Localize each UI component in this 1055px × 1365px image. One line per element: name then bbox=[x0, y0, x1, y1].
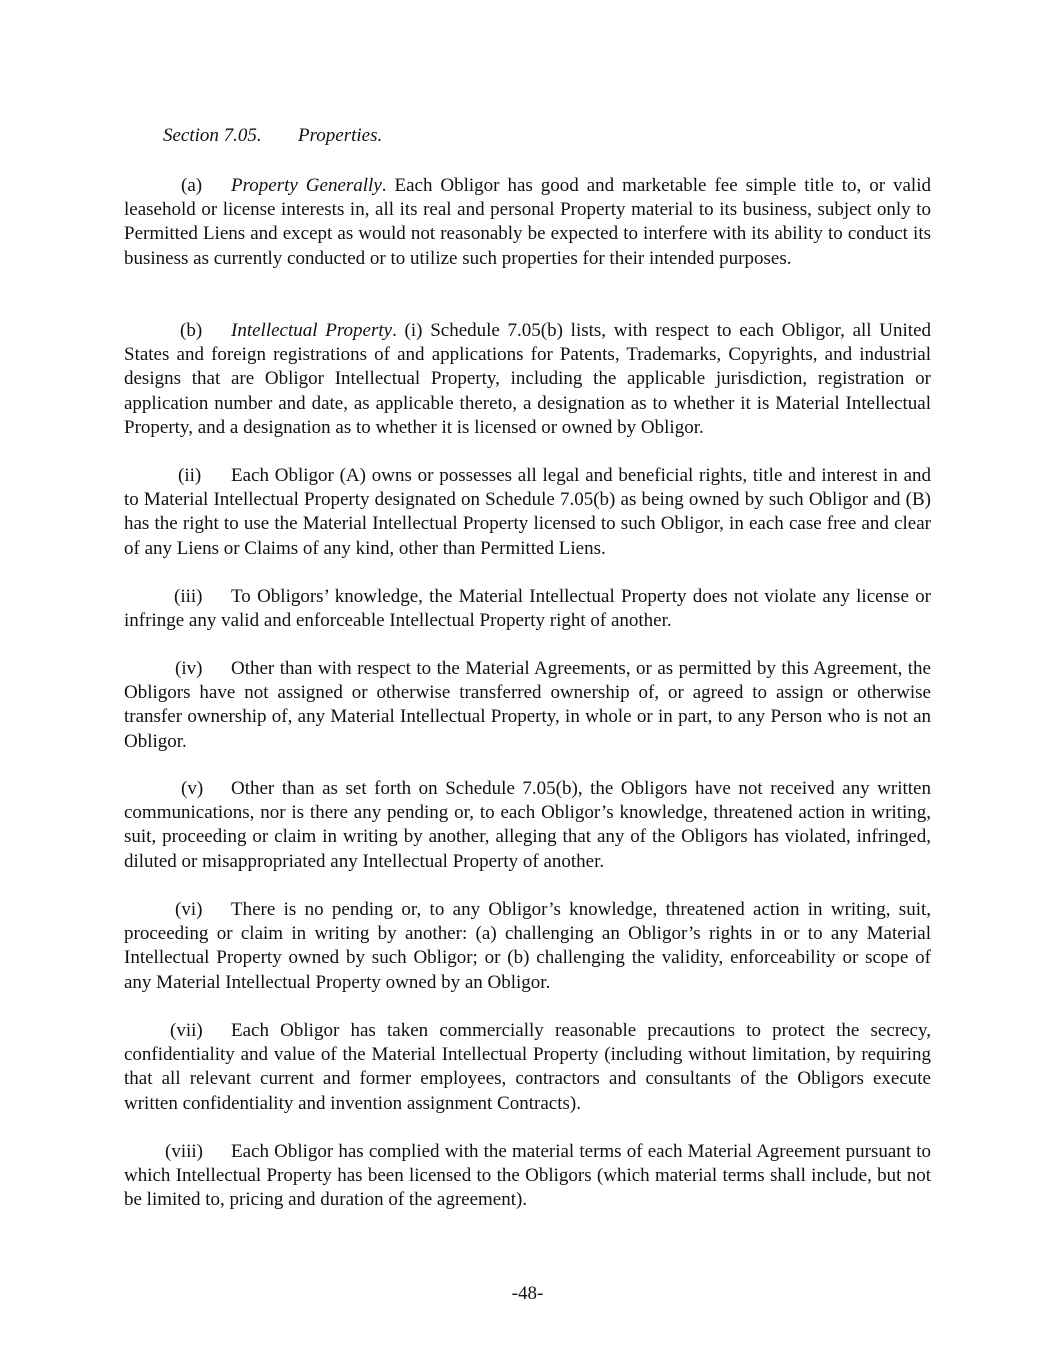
paragraph-v bbox=[124, 777, 931, 874]
paragraph-label: (iii) bbox=[174, 586, 203, 607]
paragraph-b bbox=[124, 319, 931, 440]
paragraph-label: (a) bbox=[181, 175, 203, 196]
paragraph-text: Each Obligor has taken commercially reasonable precautions to protect the secrecy, confidentiality and value of the Material Intellectual Property (including without limitation, by requiring that all relevant current and former employees, contractors and consultants of the Obligors execute written confidentiality and invention assignment Contracts). bbox=[124, 1020, 931, 1114]
paragraph-text: Other than with respect to the Material Agreements, or as permitted by this Agreement, the Obligors have not assigned or otherwise transferred ownership of, or agreed to assign or otherwise transfer ownership of, any Material Intellectual Property, in whole or in part, to any Person who is not an Obligor. bbox=[124, 658, 931, 752]
paragraph-label: (v) bbox=[181, 778, 204, 799]
paragraph-text: . (i) Schedule 7.05(b) lists, with respect to each Obligor, all United States and foreign registrations of and applications for Patents, Trademarks, Copyrights, and industrial designs that are Obligor Intellectual Property, including the applicable jurisdiction, registration or application number and date, as applicable thereto, a designation as to whether it is Material Intellectual Property, and a designation as to whether it is licensed or owned by Obligor. bbox=[124, 320, 932, 438]
paragraph-vi bbox=[124, 898, 931, 995]
paragraph-ii bbox=[124, 464, 931, 561]
paragraph-label: (iv) bbox=[175, 658, 203, 679]
section-title: Properties. bbox=[298, 125, 383, 146]
paragraph-a bbox=[124, 174, 931, 271]
paragraph-text: There is no pending or, to any Obligor’s knowledge, threatened action in writing, suit, proceeding or claim in writing by another: (a) challenging an Obligor’s rights in or to any Material Intellectual Property owned by such Obligor; or (b) challenging the validity, enforceability or scope of any Material Intellectual Property owned by an Obligor. bbox=[124, 899, 931, 993]
paragraph-title: Intellectual Property bbox=[231, 320, 393, 341]
paragraph-label: (ii) bbox=[178, 465, 202, 486]
paragraph-viii bbox=[124, 1140, 931, 1213]
paragraph-label: (viii) bbox=[165, 1141, 203, 1162]
paragraph-text: Other than as set forth on Schedule 7.05(b), the Obligors have not received any written communications, nor is there any pending or, to each Obligor’s knowledge, threatened action in writing, suit, proceeding or claim in writing by another, alleging that any of the Obligors has violated, infringed, diluted or misappropriated any Intellectual Property of another. bbox=[124, 778, 931, 872]
section-number: Section 7.05. bbox=[163, 125, 262, 146]
paragraph-text: Each Obligor has complied with the material terms of each Material Agreement pursuant to which Intellectual Property has been licensed to the Obligors (which material terms shall include, but not be limited to, pricing and duration of the agreement). bbox=[124, 1141, 931, 1211]
paragraph-iv bbox=[124, 657, 931, 754]
paragraph-text: To Obligors’ knowledge, the Material Intellectual Property does not violate any license or infringe any valid and enforceable Intellectual Property right of another. bbox=[124, 586, 931, 632]
paragraph-label: (b) bbox=[180, 320, 203, 341]
paragraph-label: (vi) bbox=[175, 899, 203, 920]
section-heading bbox=[163, 124, 382, 148]
paragraph-vii bbox=[124, 1019, 931, 1116]
paragraph-title: Property Generally bbox=[231, 175, 382, 196]
paragraph-iii bbox=[124, 585, 931, 633]
paragraph-text: . Each Obligor has good and marketable fee simple title to, or valid leasehold or license interests in, all its real and personal Property material to its business, subject only to Permitted Liens and except as would not reasonably be expected to interfere with its ability to conduct its business as currently conducted or to utilize such properties for their intended purposes. bbox=[124, 175, 931, 269]
page-number: -48- bbox=[511, 1283, 544, 1304]
paragraph-text: Each Obligor (A) owns or possesses all legal and beneficial rights, title and interest in and to Material Intellectual Property designated on Schedule 7.05(b) as being owned by such Obligor and (B) has the right to use the Material Intellectual Property licensed to such Obligor, in each case free and clear of any Liens or Claims of any kind, other than Permitted Liens. bbox=[124, 465, 931, 559]
paragraph-label: (vii) bbox=[170, 1020, 203, 1041]
